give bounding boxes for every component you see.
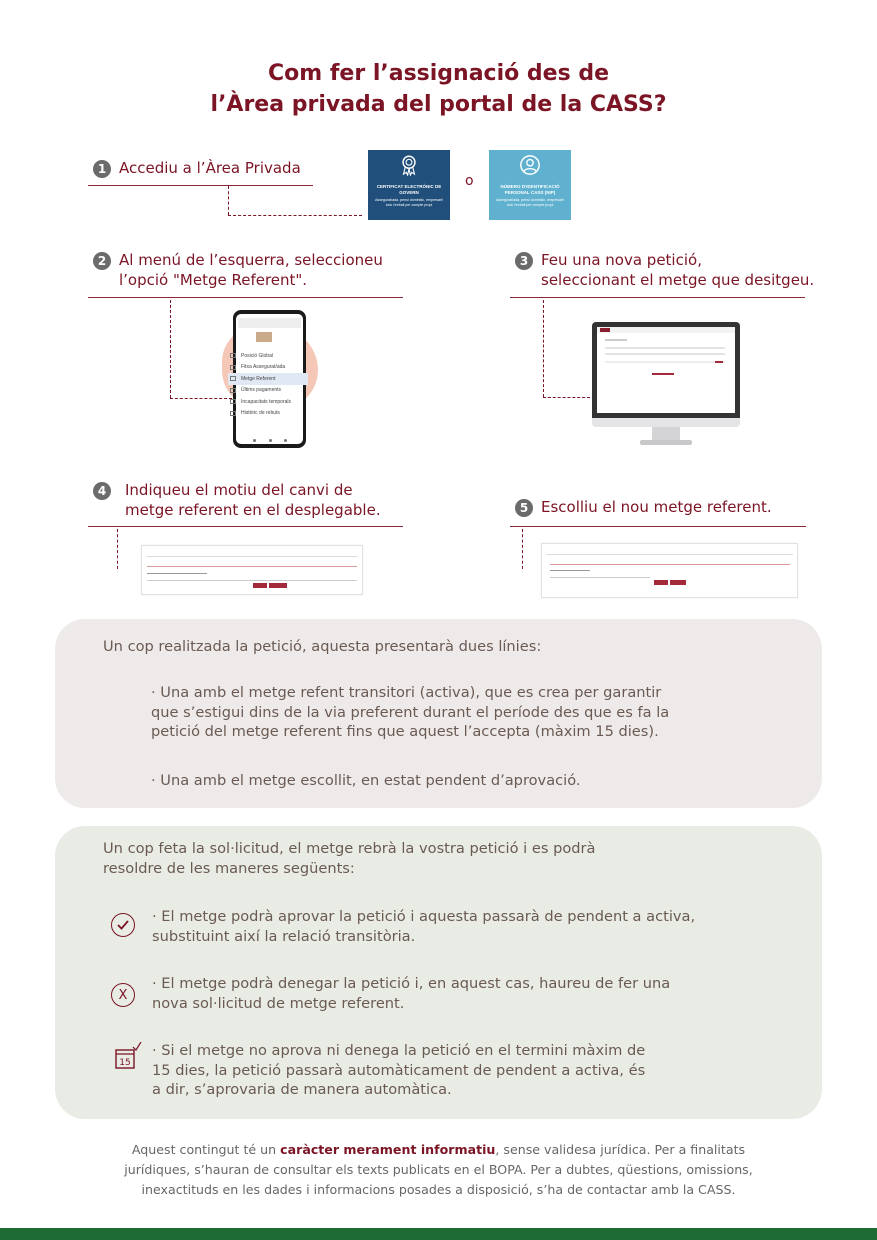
step-3 bbox=[515, 250, 814, 290]
certificate-card-subtitle: Assegurat/ada, pensi domèstic, empresari/ària i treball per compte propi bbox=[374, 198, 444, 207]
form-cancel-button-2[interactable] bbox=[670, 580, 686, 585]
form-next-button-2[interactable] bbox=[654, 580, 668, 585]
coin-icon bbox=[230, 388, 236, 393]
step-4-line-2: metge referent en el desplegable. bbox=[125, 501, 381, 519]
calendar-number: 15 bbox=[119, 1058, 131, 1068]
disclaimer-bold: caràcter merament informatiu bbox=[280, 1142, 496, 1157]
box2-item-auto: · Si el metge no aprova ni denega la petició en el termini màxim de 15 dies, la petició passarà automàticament de pendent a activa, és a dir, s’aprovaria de manera automàtica. bbox=[152, 1042, 646, 1098]
ribbon-badge-icon bbox=[398, 154, 420, 176]
receipt-icon bbox=[230, 411, 236, 416]
step-1 bbox=[93, 158, 301, 178]
menu-item-historic-rebuts[interactable]: Històric de rebuts bbox=[228, 408, 308, 420]
calendar-icon bbox=[230, 399, 236, 404]
box1-bullet-2: · Una amb el metge escollit, en estat pendent d’aprovació. bbox=[151, 772, 581, 789]
step-2-line-2: l’opció "Metge Referent". bbox=[119, 271, 308, 289]
monitor-mockup bbox=[592, 322, 740, 418]
menu-item-ultims-pagaments[interactable]: Últims pagaments bbox=[228, 385, 308, 397]
certificate-card[interactable] bbox=[368, 150, 450, 220]
title-line-1: Com fer l’assignació des de bbox=[267, 61, 610, 86]
menu-item-posicio-global[interactable]: Posició Global bbox=[228, 350, 308, 362]
user-circle-icon bbox=[519, 154, 541, 176]
phone-sidebar-menu bbox=[228, 350, 308, 419]
form-cancel-button[interactable] bbox=[269, 583, 287, 588]
choose-doctor-form-mockup bbox=[541, 543, 798, 598]
reason-form-mockup bbox=[141, 545, 363, 595]
step-4-line-1: Indiqueu el motiu del canvi de bbox=[125, 481, 353, 499]
certificate-card-title: CERTIFICAT ELECTRÒNIC DE GOVERN bbox=[376, 184, 442, 195]
menu-item-incapacitats[interactable]: Incapacitats temporals bbox=[228, 396, 308, 408]
step-2-connector-v bbox=[170, 300, 171, 398]
footer-bar bbox=[0, 1228, 877, 1240]
check-circle-icon bbox=[111, 913, 135, 937]
step-3-rule bbox=[510, 297, 805, 298]
step-4-rule bbox=[88, 526, 403, 527]
step-1-connector-h bbox=[228, 215, 362, 216]
step-2-rule bbox=[88, 297, 403, 298]
box2-item-deny: · El metge podrà denegar la petició i, en aquest cas, haureu de fer una nova sol·licitud de metge referent. bbox=[152, 975, 671, 1012]
box1-bullet-1: · Una amb el metge refent transitori (activa), que es crea per garantir que s’estigui dins de la via preferent durant el període des que es fa la petició del metge referent fins que aquest l’accepta (màxim 15 dies). bbox=[151, 684, 670, 740]
step-4-connector-v bbox=[117, 529, 118, 569]
step-3-number: 3 bbox=[515, 252, 533, 270]
step-5-number: 5 bbox=[515, 499, 533, 517]
title-line-2: l’Àrea privada del portal de la CASS? bbox=[210, 92, 667, 117]
phone-nav-buttons bbox=[253, 439, 287, 442]
step-2-connector-h bbox=[170, 398, 232, 399]
x-circle-icon: X bbox=[111, 983, 135, 1007]
house-icon bbox=[230, 353, 236, 358]
monitor-screen bbox=[597, 327, 735, 413]
step-1-rule bbox=[88, 185, 313, 186]
step-1-connector-v bbox=[228, 186, 229, 215]
step-2 bbox=[93, 250, 383, 290]
menu-item-fitxa-assegurat[interactable]: Fitxa Assegurat/ada bbox=[228, 362, 308, 374]
disclaimer: Aquest contingut té un caràcter merament informatiu, sense validesa jurídica. Per a finalitats jurídiques, s’hauran de consultar els texts publicats en el BOPA. Per a dubtes, qüestions, omissions, inexactituds en les dades i informacions posades a disposició, s’ha de contactar amb la CASS. bbox=[124, 1142, 753, 1197]
or-label: o bbox=[465, 173, 474, 189]
step-5-text: Escolliu el nou metge referent. bbox=[541, 498, 772, 516]
step-2-line-1: Al menú de l’esquerra, seleccioneu bbox=[119, 251, 383, 269]
step-5-connector-v bbox=[522, 529, 523, 569]
step-4 bbox=[93, 480, 381, 520]
nip-card-subtitle: Assegurat/ada, pensi domèstic, empresari/ària i treball per compte propi bbox=[495, 198, 565, 207]
form-next-button[interactable] bbox=[253, 583, 267, 588]
calendar-15-icon bbox=[114, 1042, 140, 1066]
step-1-text: Accediu a l’Àrea Privada bbox=[119, 159, 301, 177]
nip-card-title: NÚMERO D’IDENTIFICACIÓ PERSONAL CASS (NIP) bbox=[500, 184, 560, 195]
step-3-connector-v bbox=[543, 300, 544, 397]
id-card-icon bbox=[230, 365, 236, 370]
step-4-number: 4 bbox=[93, 482, 111, 500]
step-3-connector-h bbox=[543, 397, 590, 398]
doctor-icon bbox=[230, 376, 236, 381]
phone-address-bar bbox=[238, 318, 301, 328]
page-title bbox=[0, 58, 877, 120]
cass-logo bbox=[256, 332, 272, 342]
menu-item-metge-referent[interactable]: Metge Referent bbox=[228, 373, 308, 385]
step-5 bbox=[515, 497, 772, 517]
box1-intro: Un cop realitzada la petició, aquesta presentarà dues línies: bbox=[103, 638, 542, 655]
step-1-number: 1 bbox=[93, 160, 111, 178]
box2-item-approve: · El metge podrà aprovar la petició i aquesta passarà de pendent a activa, substituint així la relació transitòria. bbox=[152, 908, 696, 945]
step-2-number: 2 bbox=[93, 252, 111, 270]
box2-intro: Un cop feta la sol·licitud, el metge rebrà la vostra petició i es podrà resoldre de les maneres següents: bbox=[103, 840, 596, 877]
nip-card[interactable] bbox=[489, 150, 571, 220]
step-3-line-1: Feu una nova petició, bbox=[541, 251, 702, 269]
step-5-rule bbox=[510, 526, 806, 527]
step-3-line-2: seleccionant el metge que desitgeu. bbox=[541, 271, 815, 289]
